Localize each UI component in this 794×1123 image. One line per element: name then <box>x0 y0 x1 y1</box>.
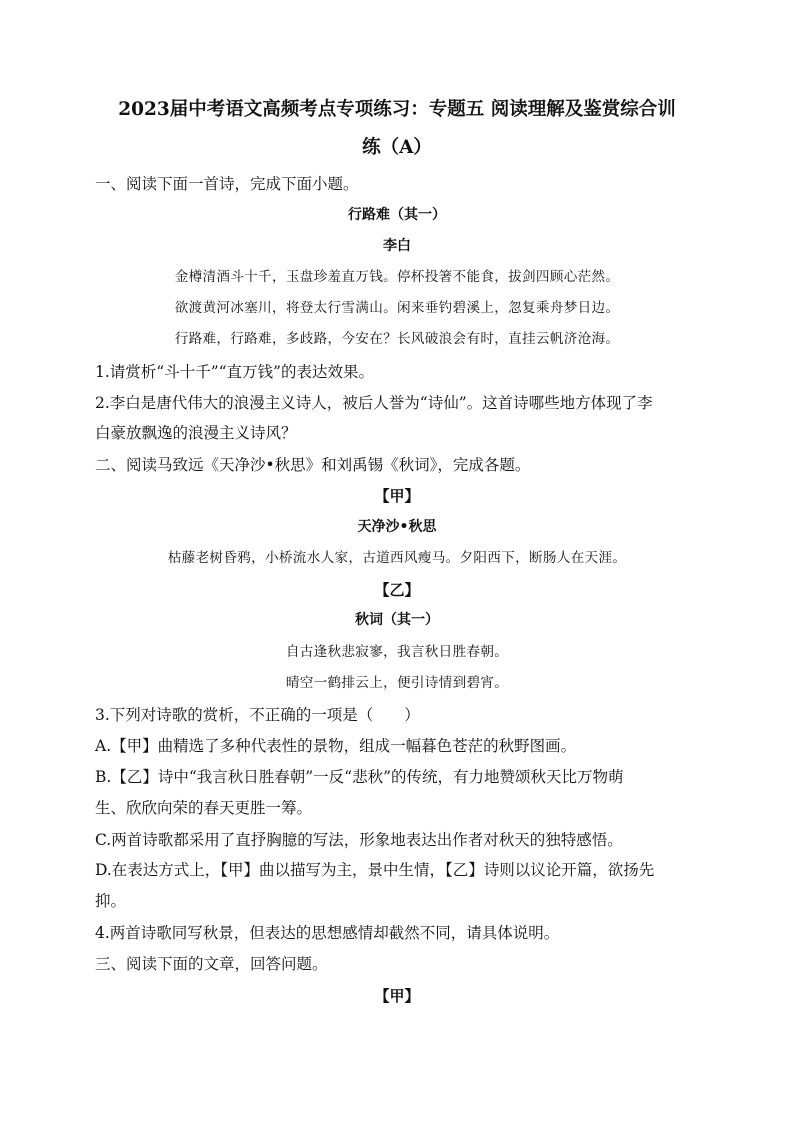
poem-yi-title: 秋词（其一） <box>355 612 439 628</box>
poem1-title: 行路难（其一） <box>348 207 446 223</box>
question-2-line1: 2.李白是唐代伟大的浪漫主义诗人，被后人誉为“诗仙”。这首诗哪些地方体现了李 <box>95 394 653 412</box>
option-a: A.【甲】曲精选了多种代表性的景物，组成一幅暮色苍茫的秋野图画。 <box>95 737 577 755</box>
option-b-line1: B.【乙】诗中“我言秋日胜春朝”一反“悲秋”的传统，有力地赞颂秋天比万物萌 <box>95 768 624 786</box>
document-title-line2: 练（A） <box>362 137 432 158</box>
poem1-line: 行路难，行路难，多歧路，今安在？长风破浪会有时，直挂云帆济沧海。 <box>174 331 620 347</box>
question-4: 4.两首诗歌同写秋景，但表达的思想感情却截然不同，请具体说明。 <box>95 924 560 942</box>
section2-heading: 二、阅读马致远《天净沙•秋思》和刘禹锡《秋词》，完成各题。 <box>95 456 531 474</box>
question-1: 1.请赏析“斗十千”“直万钱”的表达效果。 <box>95 363 374 381</box>
poem1-line: 金樽清酒斗十千，玉盘珍羞直万钱。停杯投箸不能食，拔剑四顾心茫然。 <box>174 269 620 285</box>
poem-yi-line: 自古逢秋悲寂寥，我言秋日胜春朝。 <box>285 644 509 660</box>
poem1-line: 欲渡黄河冰塞川，将登太行雪满山。闲来垂钓碧溪上，忽复乘舟梦日边。 <box>174 300 620 316</box>
poem-yi-line: 晴空一鹤排云上，便引诗情到碧宵。 <box>285 675 509 691</box>
poem-jia-text: 枯藤老树昏鸦，小桥流水人家，古道西风瘦马。夕阳西下，断肠人在天涯。 <box>167 550 627 566</box>
poem-jia-title: 天净沙•秋思 <box>357 519 437 535</box>
question-3: 3.下列对诗歌的赏析，不正确的一项是（ ） <box>95 706 420 724</box>
poem-yi-label: 【乙】 <box>374 581 420 599</box>
question-2-line2: 白豪放飘逸的浪漫主义诗风？ <box>95 424 297 442</box>
option-b-line2: 生、欣欣向荣的春天更胜一筹。 <box>95 799 313 817</box>
poem1-author: 李白 <box>383 238 411 254</box>
option-d-line2: 抑。 <box>95 892 127 910</box>
document-title-line1: 2023届中考语文高频考点专项练习：专题五 阅读理解及鉴赏综合训 <box>118 99 676 120</box>
section3-heading: 三、阅读下面的文章，回答问题。 <box>95 955 328 973</box>
option-c: C.两首诗歌都采用了直抒胸臆的写法，形象地表达出作者对秋天的独特感悟。 <box>95 831 623 849</box>
option-d-line1: D.在表达方式上，【甲】曲以描写为主，景中生情，【乙】诗则以议论开篇，欲扬先 <box>95 861 655 879</box>
poem-jia-label: 【甲】 <box>374 487 420 505</box>
section3-jia-label: 【甲】 <box>374 987 420 1005</box>
section1-heading: 一、阅读下面一首诗，完成下面小题。 <box>95 175 359 193</box>
